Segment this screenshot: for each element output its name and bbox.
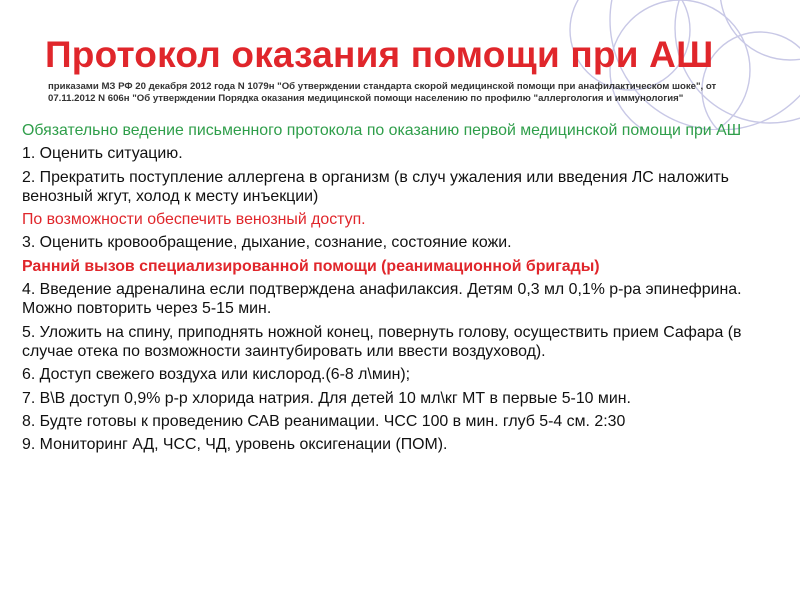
emergency-call-note: Ранний вызов специализированной помощи (реанимационной бригады) (22, 257, 600, 275)
protocol-note: Обязательно ведение письменного протокола по оказанию первой медицинской помощи при АШ (22, 122, 742, 139)
list-item: 5. Уложить на спину, приподнять ножной конец, повернуть голову, осуществить прием Сафара (в случае отека по возможности заинтубировать или ввести воздуховод). (22, 323, 742, 360)
list-item: 4. Введение адреналина если подтверждена анафилаксия. Детям 0,3 мл 0,1% р-ра эпинефрина. Можно повторить через 5-15 мин. (22, 281, 742, 318)
slide-title: Протокол оказания помощи при АШ (45, 34, 714, 75)
list-item: 3. Оценить кровообращение, дыхание, сознание, состояние кожи. (22, 234, 512, 252)
list-item: 1. Оценить ситуацию. (22, 145, 183, 163)
venous-access-note: По возможности обеспечить венозный доступ. (22, 211, 366, 229)
list-item: 9. Мониторинг АД, ЧСС, ЧД, уровень оксигенации (ПОМ). (22, 436, 448, 454)
list-item: 2. Прекратить поступление аллергена в организм (в случ ужаления или введения ЛС наложить венозный жгут, холод к месту инъекции) (22, 168, 729, 205)
list-item: 7. В\В доступ 0,9% р-р хлорида натрия. Для детей 10 мл\кг МТ в первые 5-10 мин. (22, 389, 631, 407)
protocol-list (22, 121, 792, 458)
list-item: 6. Доступ свежего воздуха или кислород.(6-8 л\мин); (22, 366, 411, 384)
slide-subtitle: приказами МЗ РФ 20 декабря 2012 года N 1079н "Об утверждении стандарта скорой медицинской помощи при анафилактическом шоке", от 07.11.2012 N 606н "Об утверждении Порядка оказания медицинской помощи населению по профилю "аллергология и иммунология" (48, 81, 717, 104)
list-item: 8. Будте готовы к проведению САВ реанимации. ЧСС 100 в мин. глуб 5-4 см. 2:30 (22, 412, 626, 430)
